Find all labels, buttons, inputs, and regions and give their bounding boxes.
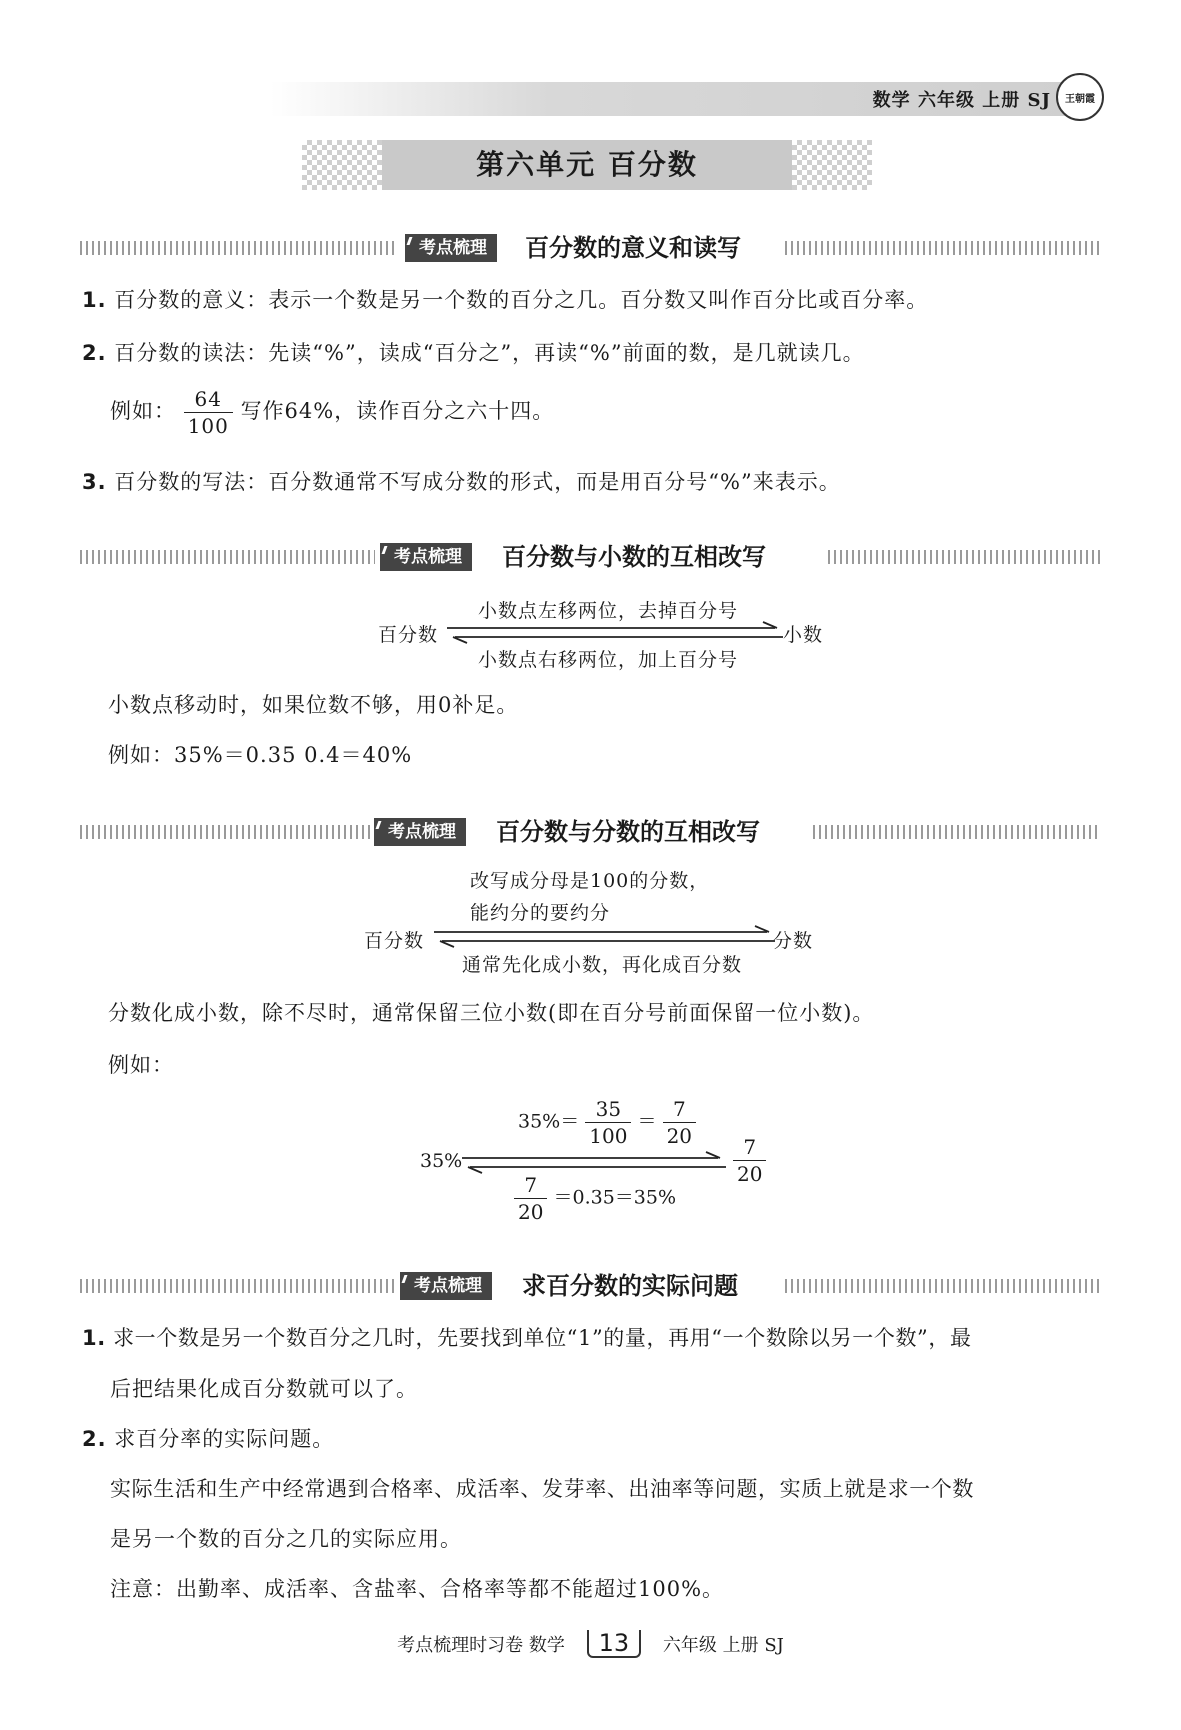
item-text: 百分数的写法：百分数通常不写成分数的形式，而是用百分号“%”来表示。 <box>114 470 841 494</box>
section-tag: 考点梳理 <box>374 818 466 846</box>
logo-text: 王朝霞 <box>1065 93 1095 105</box>
section-header-2 <box>80 537 1100 577</box>
numerator: 64 <box>184 386 233 413</box>
denominator: 100 <box>589 1124 628 1148</box>
example-left-value: 35% <box>420 1150 463 1172</box>
dotted-rule <box>80 1279 395 1293</box>
item-continuation: 后把结果化成百分数就可以了。 <box>110 1377 418 1401</box>
dotted-rule <box>813 825 1100 839</box>
note-text: 分数化成小数，除不尽时，通常保留三位小数(即在百分号前面保留一位小数)。 <box>108 1001 875 1025</box>
arrow-bottom-label: 通常先化成小数，再化成百分数 <box>462 954 743 976</box>
dotted-rule <box>828 550 1100 564</box>
header-text: 数学 六年级 上册 SJ <box>872 90 1051 111</box>
example-line <box>110 386 554 439</box>
section-header-4 <box>80 1266 1100 1306</box>
item-number: 2. <box>82 341 107 365</box>
expr-text: ＝ <box>637 1110 657 1133</box>
item-text: 求一个数是另一个数百分之几时，先要找到单位“1”的量，再用“一个数除以另一个数”，最 <box>113 1326 972 1350</box>
example-top-expression <box>518 1096 696 1149</box>
fraction <box>585 1096 631 1149</box>
expr-text: 35%＝ <box>518 1110 580 1133</box>
publisher-logo <box>1056 73 1104 121</box>
conversion-arrows <box>445 620 785 646</box>
fraction <box>184 386 233 439</box>
section-tag: 考点梳理 <box>405 234 497 262</box>
item-number: 3. <box>82 470 107 494</box>
section-title: 百分数的意义和读写 <box>525 234 741 262</box>
numerator: 7 <box>733 1134 766 1161</box>
note-text: 注意：出勤率、成活率、含盐率、合格率等都不能超过100%。 <box>110 1577 725 1601</box>
denominator: 100 <box>187 414 229 438</box>
section-tag: 考点梳理 <box>400 1272 492 1300</box>
conversion-arrows <box>432 924 777 950</box>
example-prefix: 例如： <box>108 1053 174 1077</box>
dotted-rule <box>80 241 395 255</box>
footer-left: 考点梳理时习卷 数学 <box>397 1635 565 1656</box>
section-tag: 考点梳理 <box>380 543 472 571</box>
arrow-top-label-2: 能约分的要约分 <box>470 902 611 924</box>
diagram-right-label: 分数 <box>773 930 814 952</box>
section-header-1 <box>80 228 1100 268</box>
item-text: 百分数的意义：表示一个数是另一个数的百分之几。百分数又叫作百分比或百分率。 <box>114 288 929 312</box>
list-item <box>82 467 841 497</box>
fraction <box>733 1134 766 1187</box>
example-text: 写作64%，读作百分之六十四。 <box>240 399 555 423</box>
unit-title-banner <box>302 140 872 190</box>
dotted-rule <box>80 550 375 564</box>
expr-text: ＝0.35＝35% <box>553 1186 677 1209</box>
numerator: 35 <box>585 1096 631 1123</box>
list-item <box>82 338 865 368</box>
arrow-top-label-1: 改写成分母是100的分数， <box>470 870 710 892</box>
numerator: 7 <box>514 1172 547 1199</box>
dotted-rule <box>80 825 370 839</box>
dotted-rule <box>785 241 1100 255</box>
arrow-bottom-label: 小数点右移两位，加上百分号 <box>478 649 739 671</box>
page-footer <box>0 1630 1181 1658</box>
dotted-rule <box>785 1279 1100 1293</box>
item-text: 求百分率的实际问题。 <box>114 1427 335 1451</box>
item-number: 1. <box>82 288 107 312</box>
diagram-left-label: 百分数 <box>364 930 425 952</box>
item-text: 百分数的读法：先读“%”，读成“百分之”，再读“%”前面的数，是几就读几。 <box>114 341 865 365</box>
item-number: 2. <box>82 1427 107 1451</box>
numerator: 7 <box>663 1096 696 1123</box>
list-item <box>82 1323 972 1353</box>
section-title: 求百分数的实际问题 <box>522 1272 738 1300</box>
denominator: 20 <box>737 1162 763 1186</box>
paragraph-text: 实际生活和生产中经常遇到合格率、成活率、发芽率、出油率等问题，实质上就是求一个数 <box>110 1477 974 1501</box>
section-title: 百分数与分数的互相改写 <box>496 818 760 846</box>
footer-right: 六年级 上册 SJ <box>662 1635 784 1656</box>
section-title: 百分数与小数的互相改写 <box>502 543 766 571</box>
item-number: 1. <box>82 1326 106 1350</box>
checker-decoration-right <box>782 140 872 190</box>
list-item <box>82 285 928 315</box>
diagram-right-label: 小数 <box>783 624 824 646</box>
example-prefix: 例如： <box>110 399 176 423</box>
example-bottom-expression <box>514 1172 676 1225</box>
example-text: 例如：35%＝0.35 0.4＝40% <box>108 743 413 767</box>
diagram-left-label: 百分数 <box>378 624 439 646</box>
checker-decoration-left <box>302 140 392 190</box>
arrow-top-label: 小数点左移两位，去掉百分号 <box>478 600 739 622</box>
unit-title: 第六单元 百分数 <box>382 140 792 190</box>
fraction <box>663 1096 696 1149</box>
paragraph-text: 是另一个数的百分之几的实际应用。 <box>110 1527 462 1551</box>
example-right-fraction <box>733 1134 766 1187</box>
denominator: 20 <box>666 1124 693 1148</box>
list-item <box>82 1424 334 1454</box>
section-header-3 <box>80 812 1100 852</box>
note-text: 小数点移动时，如果位数不够，用0补足。 <box>108 693 519 717</box>
page-number: 13 <box>587 1630 642 1658</box>
denominator: 20 <box>518 1200 544 1224</box>
fraction <box>514 1172 547 1225</box>
